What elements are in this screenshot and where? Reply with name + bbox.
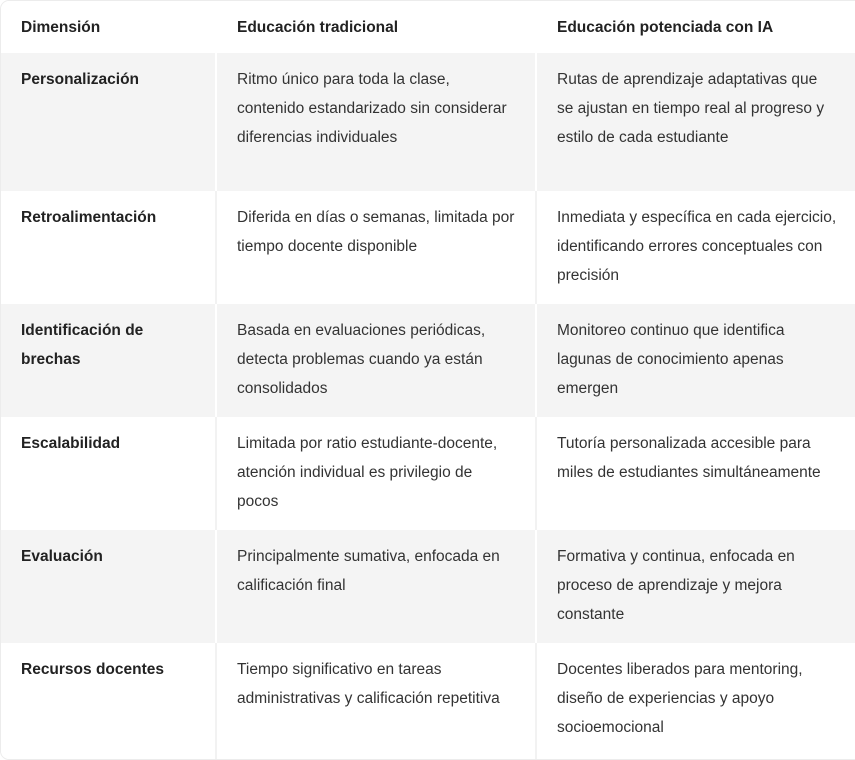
cell-dimension: Retroalimentación bbox=[1, 191, 216, 304]
header-dimension: Dimensión bbox=[1, 1, 216, 53]
cell-ai: Docentes liberados para mentoring, diseño de experiencias y apoyo socioemocional bbox=[536, 643, 855, 760]
cell-dimension: Evaluación bbox=[1, 530, 216, 643]
table-header bbox=[1, 1, 855, 53]
table-row bbox=[1, 191, 855, 304]
cell-traditional: Principalmente sumativa, enfocada en calificación final bbox=[216, 530, 536, 643]
cell-ai: Monitoreo continuo que identifica lagunas de conocimiento apenas emergen bbox=[536, 304, 855, 417]
table-row bbox=[1, 643, 855, 760]
cell-traditional: Diferida en días o semanas, limitada por tiempo docente disponible bbox=[216, 191, 536, 304]
table-row bbox=[1, 304, 855, 417]
header-row bbox=[1, 1, 855, 53]
comparison-table bbox=[1, 1, 855, 760]
cell-dimension: Identificación de brechas bbox=[1, 304, 216, 417]
table-body bbox=[1, 53, 855, 760]
cell-ai: Inmediata y específica en cada ejercicio, identificando errores conceptuales con precisión bbox=[536, 191, 855, 304]
header-ai: Educación potenciada con IA bbox=[536, 1, 855, 53]
table-row bbox=[1, 53, 855, 191]
cell-ai: Formativa y continua, enfocada en proceso de aprendizaje y mejora constante bbox=[536, 530, 855, 643]
cell-traditional: Basada en evaluaciones periódicas, detecta problemas cuando ya están consolidados bbox=[216, 304, 536, 417]
table-row bbox=[1, 417, 855, 530]
cell-traditional: Limitada por ratio estudiante-docente, atención individual es privilegio de pocos bbox=[216, 417, 536, 530]
cell-traditional: Tiempo significativo en tareas administrativas y calificación repetitiva bbox=[216, 643, 536, 760]
cell-dimension: Recursos docentes bbox=[1, 643, 216, 760]
cell-ai: Tutoría personalizada accesible para miles de estudiantes simultáneamente bbox=[536, 417, 855, 530]
header-traditional: Educación tradicional bbox=[216, 1, 536, 53]
cell-dimension: Escalabilidad bbox=[1, 417, 216, 530]
cell-dimension: Personalización bbox=[1, 53, 216, 191]
cell-ai: Rutas de aprendizaje adaptativas que se ajustan en tiempo real al progreso y estilo de cada estudiante bbox=[536, 53, 855, 191]
cell-traditional: Ritmo único para toda la clase, contenido estandarizado sin considerar diferencias individuales bbox=[216, 53, 536, 191]
table-row bbox=[1, 530, 855, 643]
